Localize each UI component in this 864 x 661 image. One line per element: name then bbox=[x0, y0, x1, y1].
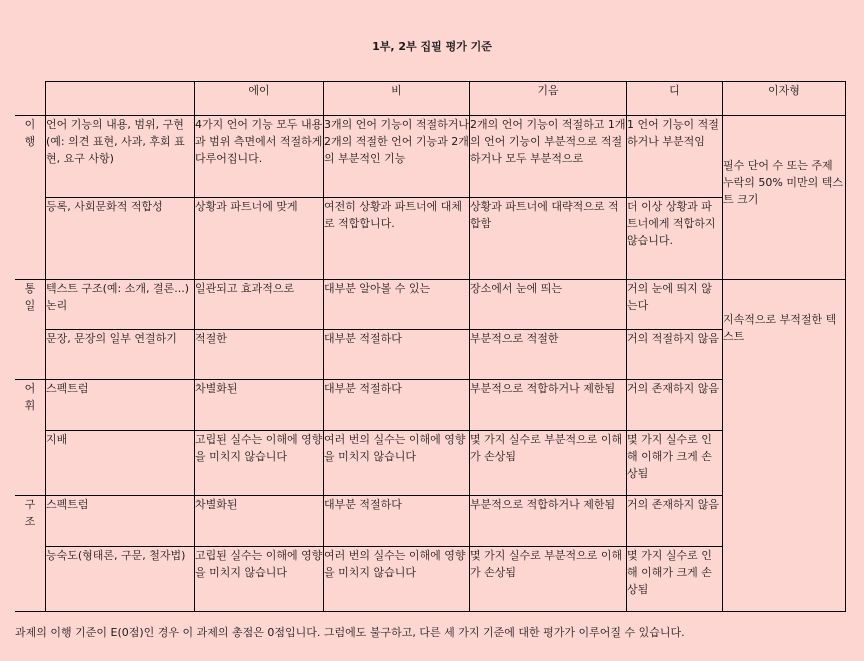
grade-a-cell: 차별화된 bbox=[195, 496, 324, 547]
header-criterion bbox=[45, 81, 195, 116]
section-label-char: 어 bbox=[24, 382, 36, 395]
grade-b-cell: 3개의 언어 기능이 적절하거나 2개의 적절한 언어 기능과 2개의 부분적인 기능 bbox=[324, 116, 470, 198]
header-row bbox=[15, 81, 846, 116]
grade-d-cell: 거의 존재하지 않음 bbox=[627, 380, 723, 431]
grade-a-cell: 적절한 bbox=[195, 330, 324, 380]
grade-c-cell: 몇 가지 실수로 부분적으로 이해가 손상됨 bbox=[470, 547, 627, 612]
grade-d-cell: 거의 적절하지 않음 bbox=[627, 330, 723, 380]
section-label-char: 일 bbox=[24, 299, 36, 312]
section-label-coherence bbox=[15, 280, 45, 380]
table-row bbox=[15, 380, 846, 431]
table-row bbox=[15, 116, 846, 198]
header-grade-d: 디 bbox=[627, 81, 723, 116]
criterion-cell: 문장, 문장의 일부 연결하기 bbox=[45, 330, 195, 380]
table-row bbox=[15, 431, 846, 496]
grade-b-cell: 대부분 알아볼 수 있는 bbox=[324, 280, 470, 330]
table-row bbox=[15, 496, 846, 547]
table-row bbox=[15, 280, 846, 330]
grade-a-cell: 4가지 언어 기능 모두 내용과 범위 측면에서 적절하게 다루어집니다. bbox=[195, 116, 324, 198]
grade-a-cell: 상황과 파트너에 맞게 bbox=[195, 198, 324, 280]
grade-d-cell: 1 언어 기능이 적절하거나 부분적임 bbox=[627, 116, 723, 198]
grade-c-cell: 장소에서 눈에 띄는 bbox=[470, 280, 627, 330]
rubric-table bbox=[15, 81, 846, 612]
grade-d-cell: 거의 눈에 띄지 않는다 bbox=[627, 280, 723, 330]
criterion-cell: 지배 bbox=[45, 431, 195, 496]
header-grade-a: 에이 bbox=[195, 81, 324, 116]
grade-b-cell: 여전히 상황과 파트너에 대체로 적합합니다. bbox=[324, 198, 470, 280]
section-label-char: 조 bbox=[24, 515, 36, 528]
grade-c-cell: 부분적으로 적절한 bbox=[470, 330, 627, 380]
section-label-char: 행 bbox=[24, 135, 36, 148]
grade-b-cell: 대부분 적절하다 bbox=[324, 330, 470, 380]
grade-d-cell: 거의 존재하지 않음 bbox=[627, 496, 723, 547]
grade-b-cell: 여러 번의 실수는 이해에 영향을 미치지 않습니다 bbox=[324, 547, 470, 612]
criterion-cell: 능숙도(형태론, 구문, 철자법) bbox=[45, 547, 195, 612]
grade-b-cell: 대부분 적절하다 bbox=[324, 496, 470, 547]
grade-c-cell: 상황과 파트너에 대략적으로 적합함 bbox=[470, 198, 627, 280]
table-row bbox=[15, 330, 846, 380]
section-label-char: 통 bbox=[24, 282, 36, 295]
grade-b-cell: 대부분 적절하다 bbox=[324, 380, 470, 431]
table-row bbox=[15, 547, 846, 612]
header-grade-c: 기음 bbox=[470, 81, 627, 116]
criterion-cell: 스펙트럼 bbox=[45, 380, 195, 431]
grade-e-cell: 필수 단어 수 또는 주제 누락의 50% 미만의 텍스트 크기 bbox=[723, 116, 846, 280]
grade-a-cell: 고립된 실수는 이해에 영향을 미치지 않습니다 bbox=[195, 431, 324, 496]
section-label-char: 이 bbox=[24, 118, 36, 131]
section-label-task bbox=[15, 116, 45, 280]
criterion-cell: 등록, 사회문화적 적합성 bbox=[45, 198, 195, 280]
grade-a-cell: 일관되고 효과적으로 bbox=[195, 280, 324, 330]
header-grade-e: 이자형 bbox=[723, 81, 846, 116]
section-label-structure bbox=[15, 496, 45, 612]
grade-d-cell: 더 이상 상황과 파트너에게 적합하지 않습니다. bbox=[627, 198, 723, 280]
table-row bbox=[15, 198, 846, 280]
criterion-cell: 스펙트럼 bbox=[45, 496, 195, 547]
grade-a-cell: 고립된 실수는 이해에 영향을 미치지 않습니다 bbox=[195, 547, 324, 612]
grade-c-cell: 몇 가지 실수로 부분적으로 이해가 손상됨 bbox=[470, 431, 627, 496]
grade-e-cell: 지속적으로 부적절한 텍스트 bbox=[723, 280, 846, 612]
section-label-vocabulary bbox=[15, 380, 45, 496]
grade-c-cell: 부분적으로 적합하거나 제한됨 bbox=[470, 496, 627, 547]
criterion-cell: 텍스트 구조(예: 소개, 결론...) 논리 bbox=[45, 280, 195, 330]
footnote: 과제의 이행 기준이 E(0점)인 경우 이 과제의 총점은 0점입니다. 그럼에도 불구하고, 다른 세 가지 기준에 대한 평가가 이루어질 수 있습니다. bbox=[15, 626, 685, 639]
criterion-cell: 언어 기능의 내용, 범위, 구현(예: 의견 표현, 사과, 후회 표현, 요구 사항) bbox=[45, 116, 195, 198]
grade-b-cell: 여러 번의 실수는 이해에 영향을 미치지 않습니다 bbox=[324, 431, 470, 496]
grade-a-cell: 차별화된 bbox=[195, 380, 324, 431]
section-label-char: 구 bbox=[24, 498, 36, 511]
section-label-char: 휘 bbox=[24, 399, 36, 412]
header-grade-b: 비 bbox=[324, 81, 470, 116]
grade-c-cell: 부분적으로 적합하거나 제한됨 bbox=[470, 380, 627, 431]
header-corner bbox=[15, 81, 45, 116]
grade-d-cell: 몇 가지 실수로 인해 이해가 크게 손상됨 bbox=[627, 431, 723, 496]
grade-c-cell: 2개의 언어 기능이 적절하고 1개의 언어 기능이 부분적으로 적절하거나 모두 부분적으로 bbox=[470, 116, 627, 198]
grade-d-cell: 몇 가지 실수로 인해 이해가 크게 손상됨 bbox=[627, 547, 723, 612]
page-title: 1부, 2부 집필 평가 기준 bbox=[372, 40, 492, 53]
